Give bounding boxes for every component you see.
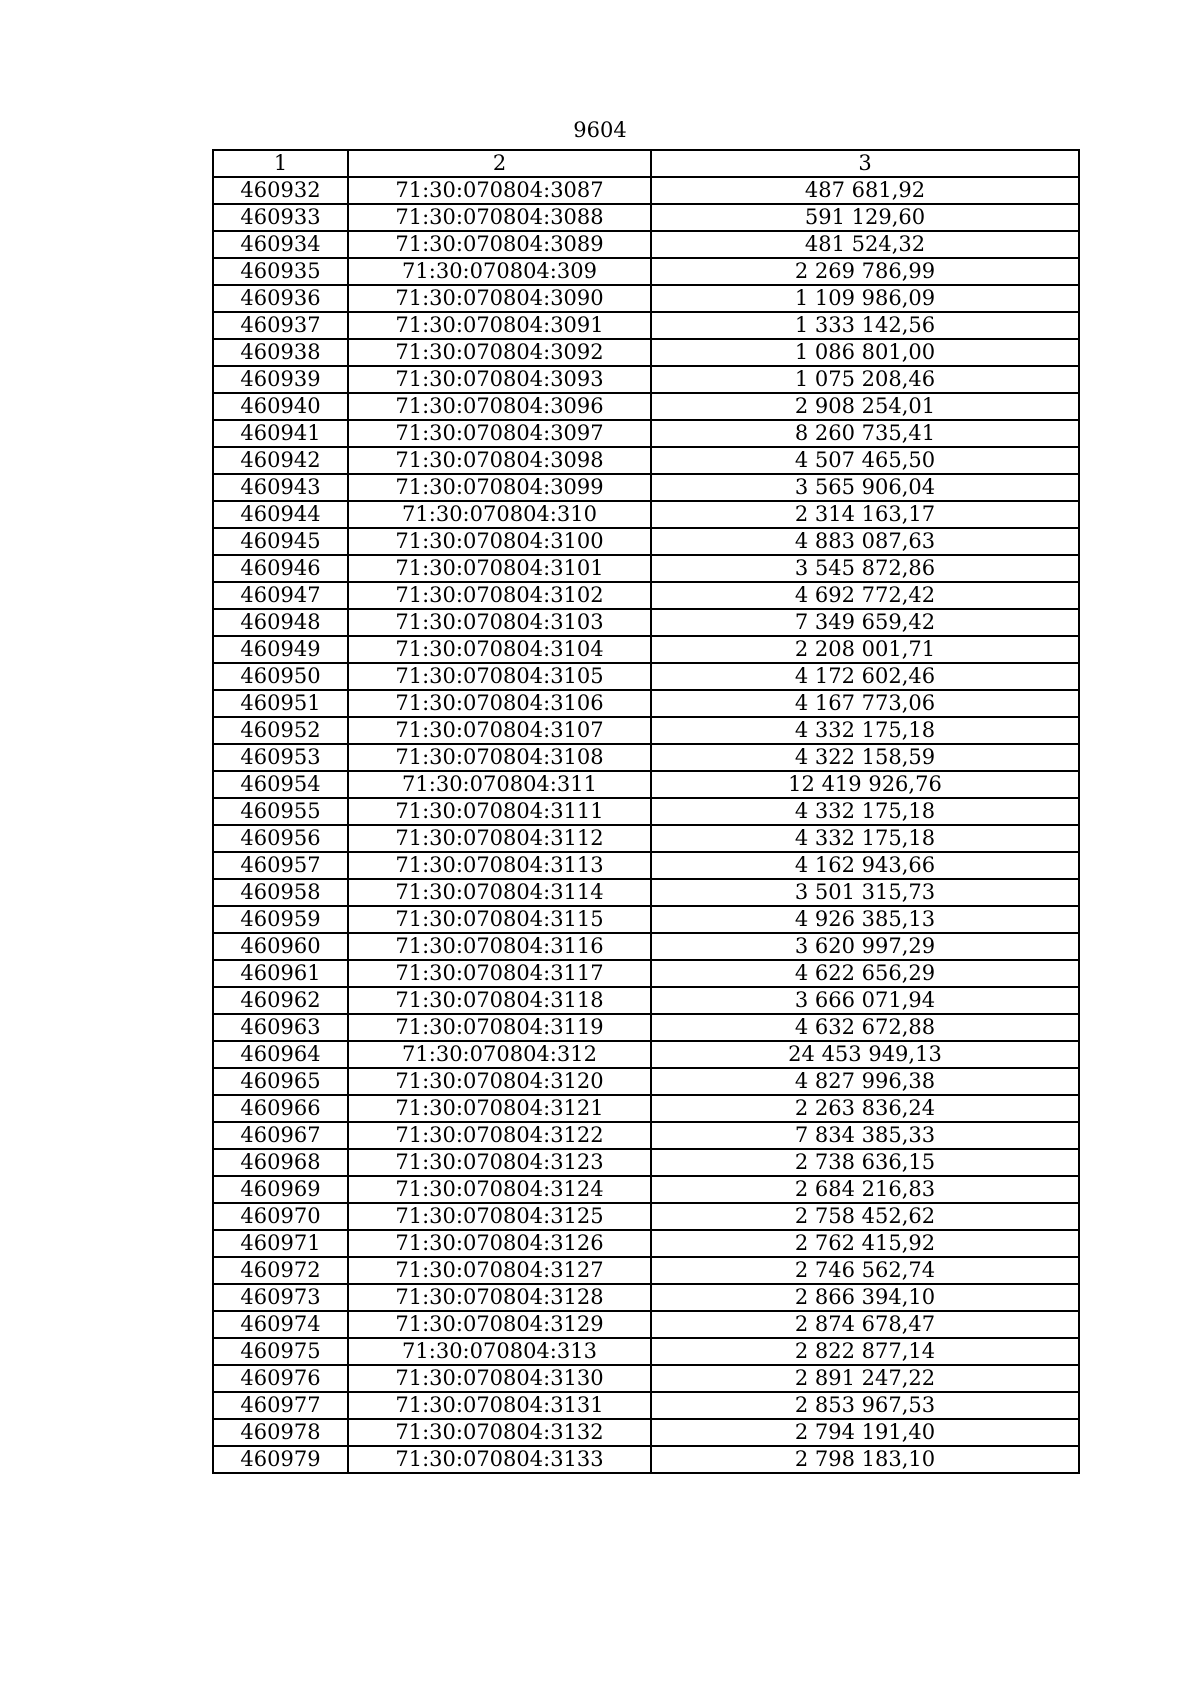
cadastral-number-cell: 71:30:070804:3091 [348, 312, 651, 339]
cadastral-number-cell: 71:30:070804:3114 [348, 879, 651, 906]
table-row [213, 744, 1079, 771]
row-number-cell: 460965 [213, 1068, 348, 1095]
row-number-cell: 460967 [213, 1122, 348, 1149]
table-row [213, 285, 1079, 312]
cadastral-number-cell: 71:30:070804:3104 [348, 636, 651, 663]
cadastral-value-cell: 591 129,60 [651, 204, 1079, 231]
row-number-cell: 460978 [213, 1419, 348, 1446]
cadastral-number-cell: 71:30:070804:3132 [348, 1419, 651, 1446]
row-number-cell: 460961 [213, 960, 348, 987]
row-number-cell: 460956 [213, 825, 348, 852]
cadastral-value-cell: 7 834 385,33 [651, 1122, 1079, 1149]
cadastral-number-cell: 71:30:070804:3098 [348, 447, 651, 474]
cadastral-value-cell: 2 798 183,10 [651, 1446, 1079, 1473]
row-number-cell: 460943 [213, 474, 348, 501]
table-row [213, 798, 1079, 825]
table-row [213, 1446, 1079, 1473]
cadastral-number-cell: 71:30:070804:311 [348, 771, 651, 798]
table-row [213, 1284, 1079, 1311]
table-row [213, 636, 1079, 663]
row-number-cell: 460950 [213, 663, 348, 690]
cadastral-value-cell: 4 332 175,18 [651, 825, 1079, 852]
cadastral-value-table [212, 149, 1080, 1474]
cadastral-value-cell: 4 622 656,29 [651, 960, 1079, 987]
cadastral-number-cell: 71:30:070804:3126 [348, 1230, 651, 1257]
row-number-cell: 460949 [213, 636, 348, 663]
cadastral-value-cell: 1 333 142,56 [651, 312, 1079, 339]
row-number-cell: 460955 [213, 798, 348, 825]
cadastral-number-cell: 71:30:070804:3093 [348, 366, 651, 393]
row-number-cell: 460976 [213, 1365, 348, 1392]
table-row [213, 393, 1079, 420]
cadastral-number-cell: 71:30:070804:309 [348, 258, 651, 285]
table-row [213, 1338, 1079, 1365]
row-number-cell: 460957 [213, 852, 348, 879]
table-row [213, 852, 1079, 879]
table-row [213, 1014, 1079, 1041]
table-row [213, 1122, 1079, 1149]
cadastral-number-cell: 71:30:070804:3124 [348, 1176, 651, 1203]
cadastral-number-cell: 71:30:070804:3107 [348, 717, 651, 744]
cadastral-number-cell: 71:30:070804:3120 [348, 1068, 651, 1095]
row-number-cell: 460975 [213, 1338, 348, 1365]
table-row [213, 771, 1079, 798]
row-number-cell: 460938 [213, 339, 348, 366]
page-number: 9604 [573, 118, 627, 142]
table-row [213, 231, 1079, 258]
cadastral-number-cell: 71:30:070804:3125 [348, 1203, 651, 1230]
cadastral-number-cell: 71:30:070804:3117 [348, 960, 651, 987]
cadastral-number-cell: 71:30:070804:3129 [348, 1311, 651, 1338]
cadastral-value-cell: 481 524,32 [651, 231, 1079, 258]
cadastral-number-cell: 71:30:070804:3090 [348, 285, 651, 312]
header-cell-1: 1 [213, 150, 348, 177]
table-row [213, 339, 1079, 366]
table-row [213, 1419, 1079, 1446]
cadastral-value-cell: 4 162 943,66 [651, 852, 1079, 879]
row-number-cell: 460972 [213, 1257, 348, 1284]
cadastral-value-cell: 4 883 087,63 [651, 528, 1079, 555]
row-number-cell: 460962 [213, 987, 348, 1014]
cadastral-value-cell: 4 172 602,46 [651, 663, 1079, 690]
table-row [213, 1230, 1079, 1257]
row-number-cell: 460958 [213, 879, 348, 906]
row-number-cell: 460937 [213, 312, 348, 339]
table-row [213, 1365, 1079, 1392]
cadastral-number-cell: 71:30:070804:3106 [348, 690, 651, 717]
row-number-cell: 460964 [213, 1041, 348, 1068]
table-body [213, 177, 1079, 1473]
cadastral-number-cell: 71:30:070804:3103 [348, 609, 651, 636]
cadastral-value-cell: 2 208 001,71 [651, 636, 1079, 663]
row-number-cell: 460942 [213, 447, 348, 474]
cadastral-value-cell: 2 738 636,15 [651, 1149, 1079, 1176]
cadastral-number-cell: 71:30:070804:3115 [348, 906, 651, 933]
cadastral-value-cell: 3 565 906,04 [651, 474, 1079, 501]
cadastral-number-cell: 71:30:070804:3127 [348, 1257, 651, 1284]
cadastral-value-cell: 2 866 394,10 [651, 1284, 1079, 1311]
table-row [213, 474, 1079, 501]
cadastral-number-cell: 71:30:070804:3102 [348, 582, 651, 609]
cadastral-value-cell: 2 746 562,74 [651, 1257, 1079, 1284]
row-number-cell: 460940 [213, 393, 348, 420]
cadastral-number-cell: 71:30:070804:3116 [348, 933, 651, 960]
row-number-cell: 460953 [213, 744, 348, 771]
cadastral-value-cell: 4 322 158,59 [651, 744, 1079, 771]
table-header-row [213, 150, 1079, 177]
table-row [213, 366, 1079, 393]
cadastral-value-cell: 3 545 872,86 [651, 555, 1079, 582]
row-number-cell: 460932 [213, 177, 348, 204]
cadastral-value-cell: 4 167 773,06 [651, 690, 1079, 717]
row-number-cell: 460952 [213, 717, 348, 744]
table-row [213, 1392, 1079, 1419]
table-row [213, 204, 1079, 231]
cadastral-value-cell: 24 453 949,13 [651, 1041, 1079, 1068]
cadastral-value-cell: 2 794 191,40 [651, 1419, 1079, 1446]
row-number-cell: 460966 [213, 1095, 348, 1122]
table-row [213, 582, 1079, 609]
table-row [213, 879, 1079, 906]
cadastral-value-cell: 2 762 415,92 [651, 1230, 1079, 1257]
table-row [213, 987, 1079, 1014]
cadastral-number-cell: 71:30:070804:3113 [348, 852, 651, 879]
table-row [213, 555, 1079, 582]
table-row [213, 1203, 1079, 1230]
cadastral-number-cell: 71:30:070804:3130 [348, 1365, 651, 1392]
cadastral-number-cell: 71:30:070804:3128 [348, 1284, 651, 1311]
table-row [213, 960, 1079, 987]
table-row [213, 420, 1079, 447]
cadastral-value-cell: 3 620 997,29 [651, 933, 1079, 960]
cadastral-number-cell: 71:30:070804:3096 [348, 393, 651, 420]
row-number-cell: 460970 [213, 1203, 348, 1230]
cadastral-value-cell: 1 075 208,46 [651, 366, 1079, 393]
cadastral-number-cell: 71:30:070804:3121 [348, 1095, 651, 1122]
cadastral-value-cell: 4 926 385,13 [651, 906, 1079, 933]
cadastral-value-cell: 4 692 772,42 [651, 582, 1079, 609]
cadastral-value-cell: 12 419 926,76 [651, 771, 1079, 798]
cadastral-value-cell: 4 827 996,38 [651, 1068, 1079, 1095]
row-number-cell: 460969 [213, 1176, 348, 1203]
cadastral-number-cell: 71:30:070804:3112 [348, 825, 651, 852]
cadastral-value-cell: 2 908 254,01 [651, 393, 1079, 420]
cadastral-number-cell: 71:30:070804:3097 [348, 420, 651, 447]
cadastral-value-cell: 2 684 216,83 [651, 1176, 1079, 1203]
cadastral-number-cell: 71:30:070804:3087 [348, 177, 651, 204]
row-number-cell: 460934 [213, 231, 348, 258]
cadastral-value-cell: 2 874 678,47 [651, 1311, 1079, 1338]
row-number-cell: 460946 [213, 555, 348, 582]
cadastral-number-cell: 71:30:070804:312 [348, 1041, 651, 1068]
row-number-cell: 460973 [213, 1284, 348, 1311]
cadastral-value-cell: 3 501 315,73 [651, 879, 1079, 906]
cadastral-value-cell: 7 349 659,42 [651, 609, 1079, 636]
table-row [213, 258, 1079, 285]
cadastral-value-cell: 2 269 786,99 [651, 258, 1079, 285]
cadastral-number-cell: 71:30:070804:3108 [348, 744, 651, 771]
cadastral-number-cell: 71:30:070804:3101 [348, 555, 651, 582]
table-row [213, 501, 1079, 528]
table-row [213, 1095, 1079, 1122]
cadastral-value-cell: 2 822 877,14 [651, 1338, 1079, 1365]
cadastral-value-cell: 4 332 175,18 [651, 717, 1079, 744]
row-number-cell: 460944 [213, 501, 348, 528]
table-row [213, 717, 1079, 744]
table-row [213, 312, 1079, 339]
table-row [213, 1149, 1079, 1176]
row-number-cell: 460960 [213, 933, 348, 960]
row-number-cell: 460954 [213, 771, 348, 798]
cadastral-value-cell: 3 666 071,94 [651, 987, 1079, 1014]
row-number-cell: 460974 [213, 1311, 348, 1338]
row-number-cell: 460959 [213, 906, 348, 933]
row-number-cell: 460936 [213, 285, 348, 312]
table-row [213, 528, 1079, 555]
row-number-cell: 460941 [213, 420, 348, 447]
row-number-cell: 460945 [213, 528, 348, 555]
cadastral-number-cell: 71:30:070804:3092 [348, 339, 651, 366]
cadastral-number-cell: 71:30:070804:3122 [348, 1122, 651, 1149]
table-row [213, 447, 1079, 474]
cadastral-value-cell: 2 758 452,62 [651, 1203, 1079, 1230]
row-number-cell: 460963 [213, 1014, 348, 1041]
cadastral-number-cell: 71:30:070804:3100 [348, 528, 651, 555]
cadastral-number-cell: 71:30:070804:3111 [348, 798, 651, 825]
cadastral-value-cell: 2 853 967,53 [651, 1392, 1079, 1419]
cadastral-value-cell: 4 507 465,50 [651, 447, 1079, 474]
cadastral-value-cell: 1 109 986,09 [651, 285, 1079, 312]
cadastral-number-cell: 71:30:070804:313 [348, 1338, 651, 1365]
cadastral-number-cell: 71:30:070804:3105 [348, 663, 651, 690]
cadastral-value-cell: 4 632 672,88 [651, 1014, 1079, 1041]
header-cell-3: 3 [651, 150, 1079, 177]
table-row [213, 1311, 1079, 1338]
cadastral-number-cell: 71:30:070804:3119 [348, 1014, 651, 1041]
table-row [213, 609, 1079, 636]
row-number-cell: 460935 [213, 258, 348, 285]
row-number-cell: 460951 [213, 690, 348, 717]
table-row [213, 1176, 1079, 1203]
cadastral-number-cell: 71:30:070804:3131 [348, 1392, 651, 1419]
cadastral-value-cell: 2 891 247,22 [651, 1365, 1079, 1392]
header-cell-2: 2 [348, 150, 651, 177]
cadastral-number-cell: 71:30:070804:3123 [348, 1149, 651, 1176]
row-number-cell: 460933 [213, 204, 348, 231]
cadastral-value-cell: 487 681,92 [651, 177, 1079, 204]
table-row [213, 663, 1079, 690]
table-row [213, 177, 1079, 204]
row-number-cell: 460948 [213, 609, 348, 636]
cadastral-value-cell: 2 263 836,24 [651, 1095, 1079, 1122]
row-number-cell: 460968 [213, 1149, 348, 1176]
table-row [213, 1257, 1079, 1284]
table-row [213, 825, 1079, 852]
table-row [213, 1041, 1079, 1068]
table-row [213, 906, 1079, 933]
cadastral-number-cell: 71:30:070804:310 [348, 501, 651, 528]
cadastral-number-cell: 71:30:070804:3088 [348, 204, 651, 231]
row-number-cell: 460979 [213, 1446, 348, 1473]
cadastral-number-cell: 71:30:070804:3089 [348, 231, 651, 258]
cadastral-value-cell: 1 086 801,00 [651, 339, 1079, 366]
table-row [213, 933, 1079, 960]
cadastral-number-cell: 71:30:070804:3118 [348, 987, 651, 1014]
cadastral-value-cell: 2 314 163,17 [651, 501, 1079, 528]
cadastral-number-cell: 71:30:070804:3133 [348, 1446, 651, 1473]
table-row [213, 690, 1079, 717]
row-number-cell: 460939 [213, 366, 348, 393]
row-number-cell: 460971 [213, 1230, 348, 1257]
cadastral-value-cell: 8 260 735,41 [651, 420, 1079, 447]
row-number-cell: 460947 [213, 582, 348, 609]
cadastral-value-cell: 4 332 175,18 [651, 798, 1079, 825]
cadastral-number-cell: 71:30:070804:3099 [348, 474, 651, 501]
table-row [213, 1068, 1079, 1095]
row-number-cell: 460977 [213, 1392, 348, 1419]
